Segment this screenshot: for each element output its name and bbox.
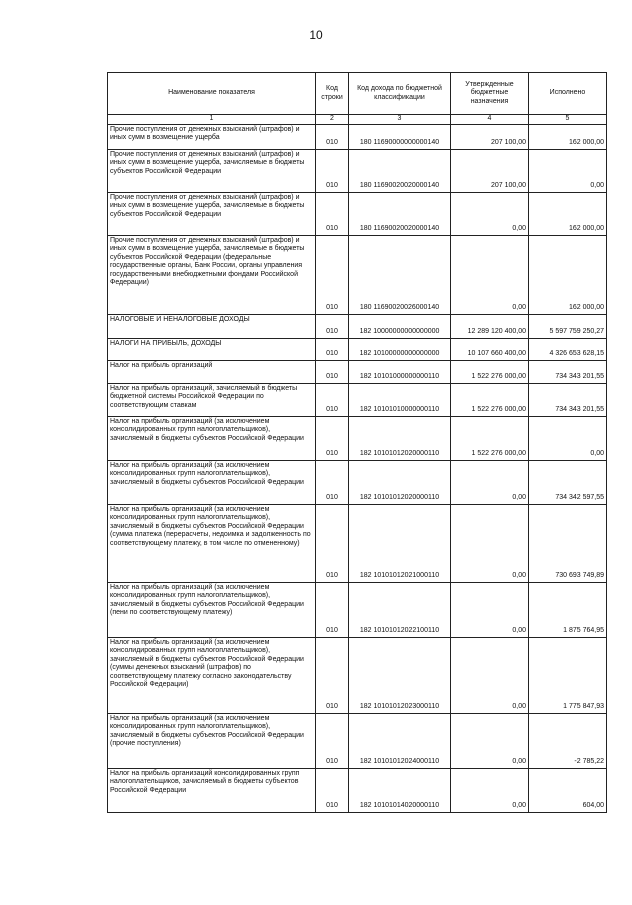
indicator-name: Налог на прибыль организаций (за исключением консолидированных групп налогоплательщиков), зачисляемый в бюджеты субъектов Российской Федерации (прочие поступления)	[108, 713, 316, 768]
classification-code: 182 10101010000000110	[349, 383, 451, 416]
table-row	[108, 582, 607, 637]
classification-code: 180 11690020026000140	[349, 235, 451, 314]
header-line-code: Код строки	[316, 73, 349, 115]
indicator-name: Налог на прибыль организаций (за исключением консолидированных групп налогоплательщиков), зачисляемый в бюджеты субъектов Российской Федерации	[108, 460, 316, 504]
indicator-name: Налог на прибыль организаций консолидированных групп налогоплательщиков, зачисляемый в бюджеты субъектов Российской Федерации	[108, 768, 316, 812]
line-code: 010	[316, 360, 349, 383]
table-row	[108, 235, 607, 314]
classification-code: 182 10101012020000110	[349, 460, 451, 504]
line-code: 010	[316, 713, 349, 768]
classification-code: 182 10101012023000110	[349, 637, 451, 713]
approved-amount: 0,00	[451, 192, 529, 235]
line-code: 010	[316, 504, 349, 582]
approved-amount: 10 107 660 400,00	[451, 338, 529, 360]
classification-code: 182 10000000000000000	[349, 314, 451, 338]
table-row	[108, 460, 607, 504]
indicator-name: Налог на прибыль организаций (за исключением консолидированных групп налогоплательщиков), зачисляемый в бюджеты субъектов Российской Федерации	[108, 416, 316, 460]
approved-amount: 0,00	[451, 637, 529, 713]
executed-amount: 1 875 764,95	[529, 582, 607, 637]
table-row	[108, 383, 607, 416]
classification-code: 182 10101014020000110	[349, 768, 451, 812]
classification-code: 180 11690000000000140	[349, 124, 451, 149]
executed-amount: 734 342 597,55	[529, 460, 607, 504]
table-row	[108, 314, 607, 338]
executed-amount: 0,00	[529, 149, 607, 192]
header-indicator-name: Наименование показателя	[108, 73, 316, 115]
header-approved-amount: Утвержденные бюджетные назначения	[451, 73, 529, 115]
table-row	[108, 149, 607, 192]
executed-amount: 162 000,00	[529, 192, 607, 235]
classification-code: 182 10101012024000110	[349, 713, 451, 768]
line-code: 010	[316, 314, 349, 338]
executed-amount: 162 000,00	[529, 235, 607, 314]
approved-amount: 1 522 276 000,00	[451, 360, 529, 383]
table-row	[108, 416, 607, 460]
table-row	[108, 338, 607, 360]
approved-amount: 0,00	[451, 768, 529, 812]
executed-amount: 730 693 749,89	[529, 504, 607, 582]
indicator-name: НАЛОГОВЫЕ И НЕНАЛОГОВЫЕ ДОХОДЫ	[108, 314, 316, 338]
approved-amount: 207 100,00	[451, 149, 529, 192]
approved-amount: 0,00	[451, 235, 529, 314]
header-classification-code: Код дохода по бюджетной классификации	[349, 73, 451, 115]
line-code: 010	[316, 768, 349, 812]
line-code: 010	[316, 235, 349, 314]
indicator-name: Прочие поступления от денежных взысканий (штрафов) и иных сумм в возмещение ущерба, зачисляемые в бюджеты субъектов Российской Федерации	[108, 149, 316, 192]
table-row	[108, 713, 607, 768]
executed-amount: -2 785,22	[529, 713, 607, 768]
classification-code: 182 10101012020000110	[349, 416, 451, 460]
column-number: 3	[349, 115, 451, 125]
indicator-name: Налог на прибыль организаций, зачисляемый в бюджеты бюджетной системы Российской Федерации по соответствующим ставкам	[108, 383, 316, 416]
table-row	[108, 768, 607, 812]
approved-amount: 1 522 276 000,00	[451, 416, 529, 460]
executed-amount: 0,00	[529, 416, 607, 460]
line-code: 010	[316, 149, 349, 192]
table-row	[108, 637, 607, 713]
table-row	[108, 124, 607, 149]
executed-amount: 162 000,00	[529, 124, 607, 149]
line-code: 010	[316, 192, 349, 235]
approved-amount: 0,00	[451, 582, 529, 637]
line-code: 010	[316, 460, 349, 504]
indicator-name: Прочие поступления от денежных взысканий (штрафов) и иных сумм в возмещение ущерба	[108, 124, 316, 149]
line-code: 010	[316, 582, 349, 637]
approved-amount: 207 100,00	[451, 124, 529, 149]
line-code: 010	[316, 383, 349, 416]
executed-amount: 4 326 653 628,15	[529, 338, 607, 360]
table-header-row	[108, 73, 607, 115]
indicator-name: Налог на прибыль организаций (за исключением консолидированных групп налогоплательщиков), зачисляемый в бюджеты субъектов Российской Федерации (суммы денежных взысканий (штрафов) по соответствующему платежу согласно законодательству Российской Федерации)	[108, 637, 316, 713]
column-number: 4	[451, 115, 529, 125]
classification-code: 182 10100000000000000	[349, 338, 451, 360]
indicator-name: Налог на прибыль организаций (за исключением консолидированных групп налогоплательщиков), зачисляемый в бюджеты субъектов Российской Федерации (пени по соответствующему платежу)	[108, 582, 316, 637]
classification-code: 180 11690020020000140	[349, 192, 451, 235]
approved-amount: 0,00	[451, 460, 529, 504]
executed-amount: 5 597 759 250,27	[529, 314, 607, 338]
executed-amount: 604,00	[529, 768, 607, 812]
indicator-name: Прочие поступления от денежных взысканий (штрафов) и иных сумм в возмещение ущерба, зачисляемые в бюджеты субъектов Российской Федерации	[108, 192, 316, 235]
page-number: 10	[309, 28, 323, 42]
column-number: 2	[316, 115, 349, 125]
executed-amount: 734 343 201,55	[529, 383, 607, 416]
line-code: 010	[316, 637, 349, 713]
approved-amount: 1 522 276 000,00	[451, 383, 529, 416]
classification-code: 182 10101012021000110	[349, 504, 451, 582]
classification-code: 182 10101000000000110	[349, 360, 451, 383]
indicator-name: Налог на прибыль организаций	[108, 360, 316, 383]
indicator-name: Прочие поступления от денежных взысканий (штрафов) и иных сумм в возмещение ущерба, зачисляемые в бюджеты субъектов Российской Федерации (федеральные государственные органы, Банк России, органы управления государственными внебюджетными фондами Российской Федерации)	[108, 235, 316, 314]
column-number-row	[108, 115, 607, 125]
indicator-name: НАЛОГИ НА ПРИБЫЛЬ, ДОХОДЫ	[108, 338, 316, 360]
header-executed-amount: Исполнено	[529, 73, 607, 115]
table-row	[108, 360, 607, 383]
approved-amount: 0,00	[451, 713, 529, 768]
line-code: 010	[316, 124, 349, 149]
classification-code: 182 10101012022100110	[349, 582, 451, 637]
budget-execution-table	[107, 72, 607, 813]
classification-code: 180 11690020020000140	[349, 149, 451, 192]
executed-amount: 1 775 847,93	[529, 637, 607, 713]
indicator-name: Налог на прибыль организаций (за исключением консолидированных групп налогоплательщиков), зачисляемый в бюджеты субъектов Российской Федерации (сумма платежа (перерасчеты, недоимка и задолженность по соответствующему платежу, в том числе по отмененному)	[108, 504, 316, 582]
line-code: 010	[316, 338, 349, 360]
table-row	[108, 504, 607, 582]
executed-amount: 734 343 201,55	[529, 360, 607, 383]
approved-amount: 12 289 120 400,00	[451, 314, 529, 338]
approved-amount: 0,00	[451, 504, 529, 582]
column-number: 1	[108, 115, 316, 125]
column-number: 5	[529, 115, 607, 125]
line-code: 010	[316, 416, 349, 460]
table-row	[108, 192, 607, 235]
